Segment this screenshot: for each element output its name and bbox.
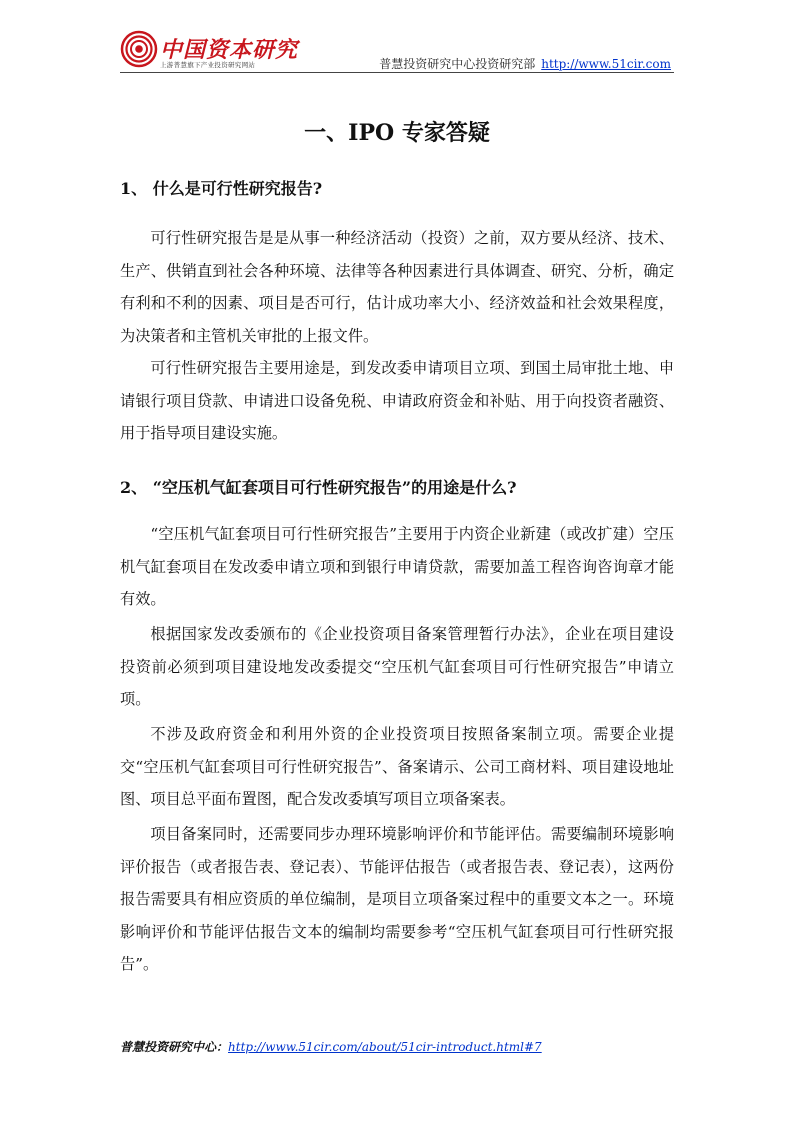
footer-url-link[interactable]: http://www.51cir.com/about/51cir-introduct.html#7 (228, 1040, 542, 1054)
org-name: 普慧投资研究中心投资研究部 (379, 57, 536, 71)
page-title: 一、IPO 专家答疑 (304, 120, 490, 146)
page-footer (120, 1038, 542, 1055)
site-url-link[interactable]: http://www.51cir.com (541, 57, 671, 71)
header-divider (120, 72, 674, 73)
site-logo[interactable] (120, 30, 299, 70)
question-1-heading: 1、 什么是可行性研究报告? (120, 179, 323, 198)
page-header (0, 0, 794, 75)
paragraph: 不涉及政府资金和利用外资的企业投资项目按照备案制立项。需要企业提交“空压机气缸套项目可行性研究报告”、备案请示、公司工商材料、项目建设地址图、项目总平面布置图，配合发改委填写项目立项备案表。 (120, 725, 674, 808)
paragraph: 项目备案同时，还需要同步办理环境影响评价和节能评估。需要编制环境影响评价报告（或者报告表、登记表）、节能评估报告（或者报告表、登记表），这两份报告需要具有相应资质的单位编制，是项目立项备案过程中的重要文本之一。环境影响评价和节能评估报告文本的编制均需要参考“空压机气缸套项目可行性研究报告”。 (120, 825, 674, 973)
paragraph: 可行性研究报告是是从事一种经济活动（投资）之前，双方要从经济、技术、生产、供销直到社会各种环境、法律等各种因素进行具体调查、研究、分析，确定有利和不利的因素、项目是否可行，估计成功率大小、经济效益和社会效果程度，为决策者和主管机关审批的上报文件。 (120, 229, 674, 345)
paragraph: 根据国家发改委颁布的《企业投资项目备案管理暂行办法》，企业在项目建设投资前必须到项目建设地发改委提交“空压机气缸套项目可行性研究报告”申请立项。 (120, 625, 674, 708)
logo-title: 中国资本研究 (160, 37, 299, 63)
paragraph: “空压机气缸套项目可行性研究报告”主要用于内资企业新建（或改扩建）空压机气缸套项目在发改委申请立项和到银行申请贷款，需要加盖工程咨询咨询章才能有效。 (120, 525, 674, 608)
paragraph: 可行性研究报告主要用途是，到发改委申请项目立项、到国土局审批土地、申请银行项目贷款、申请进口设备免税、申请政府资金和补贴、用于向投资者融资、用于指导项目建设实施。 (120, 359, 674, 442)
question-2-heading: 2、 “空压机气缸套项目可行性研究报告”的用途是什么? (120, 478, 517, 497)
footer-label: 普慧投资研究中心： (120, 1040, 229, 1054)
header-org-info (379, 55, 671, 72)
logo-tagline: 上游普慧旗下产业投资研究网站 (160, 61, 256, 69)
ring-logo-icon (120, 30, 158, 68)
